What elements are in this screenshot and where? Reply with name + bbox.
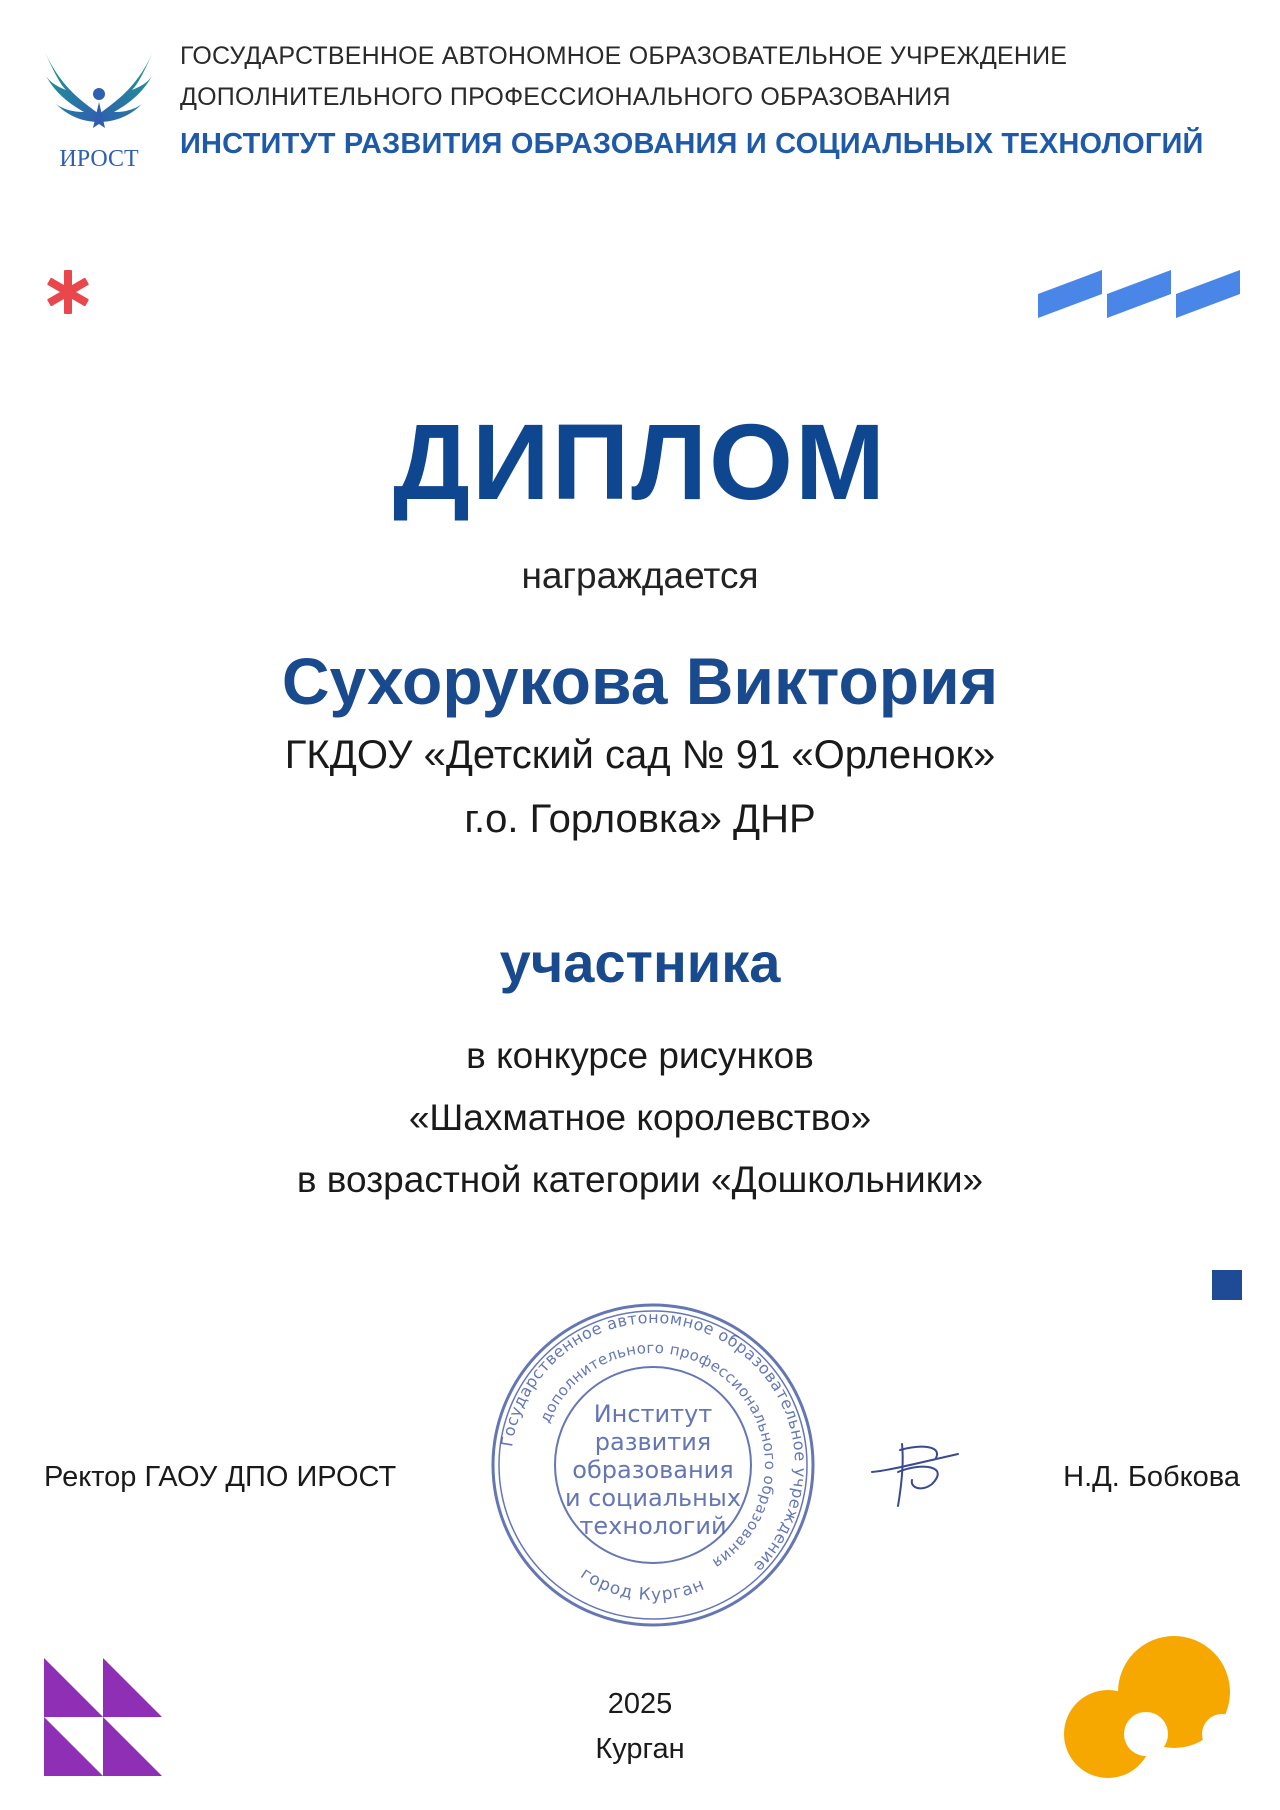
institution-line-2: г.о. Горловка» ДНР <box>464 797 816 841</box>
seal-outer-text: Государственное автономное образовательное учреждение <box>497 1307 811 1577</box>
seal-center-line-3: образования <box>572 1456 734 1484</box>
seal-center-line-4: и социальных <box>564 1484 742 1512</box>
logo-text: ИРОСТ <box>59 146 139 172</box>
participant-role: участника <box>499 931 781 994</box>
org-type-line: ГОСУДАРСТВЕННОЕ АВТОНОМНОЕ ОБРАЗОВАТЕЛЬНОЕ УЧРЕЖДЕНИЕ <box>180 42 1068 70</box>
irost-logo <box>44 42 154 172</box>
stripes-decoration <box>1038 266 1240 318</box>
seal-center-line-2: развития <box>594 1428 712 1456</box>
seal-middle-text: дополнительного профессионального образования <box>535 1338 780 1573</box>
awarded-text: награждается <box>521 555 759 596</box>
svg-text:город Курган <box>577 1564 708 1605</box>
diploma-title: ДИПЛОМ <box>393 401 887 522</box>
seal-bottom-text: город Курган <box>576 1563 708 1606</box>
issue-year: 2025 <box>607 1688 673 1720</box>
square-decoration <box>1212 1270 1242 1300</box>
contest-name: «Шахматное королевство» <box>408 1097 872 1138</box>
institution-line-1: ГКДОУ «Детский сад № 91 «Орленок» <box>284 733 996 777</box>
recipient-name: Сухорукова Виктория <box>281 644 999 718</box>
seal-center-line-1: Институт <box>593 1400 713 1428</box>
org-education-line: ДОПОЛНИТЕЛЬНОГО ПРОФЕССИОНАЛЬНОГО ОБРАЗОВАНИЯ <box>180 83 951 111</box>
issue-city: Курган <box>595 1733 685 1765</box>
signer-name: Н.Д. Бобкова <box>1063 1461 1240 1493</box>
rector-label: Ректор ГАОУ ДПО ИРОСТ <box>44 1461 397 1493</box>
handwritten-signature <box>862 1432 972 1512</box>
org-name: ИНСТИТУТ РАЗВИТИЯ ОБРАЗОВАНИЯ И СОЦИАЛЬНЫХ ТЕХНОЛОГИЙ <box>180 128 1204 160</box>
contest-line-1: в конкурсе рисунков <box>466 1035 814 1076</box>
asterisk-icon <box>44 268 92 316</box>
seal-center-line-5: технологий <box>579 1512 727 1540</box>
age-category: в возрастной категории «Дошкольники» <box>296 1159 984 1200</box>
official-seal <box>488 1300 818 1630</box>
